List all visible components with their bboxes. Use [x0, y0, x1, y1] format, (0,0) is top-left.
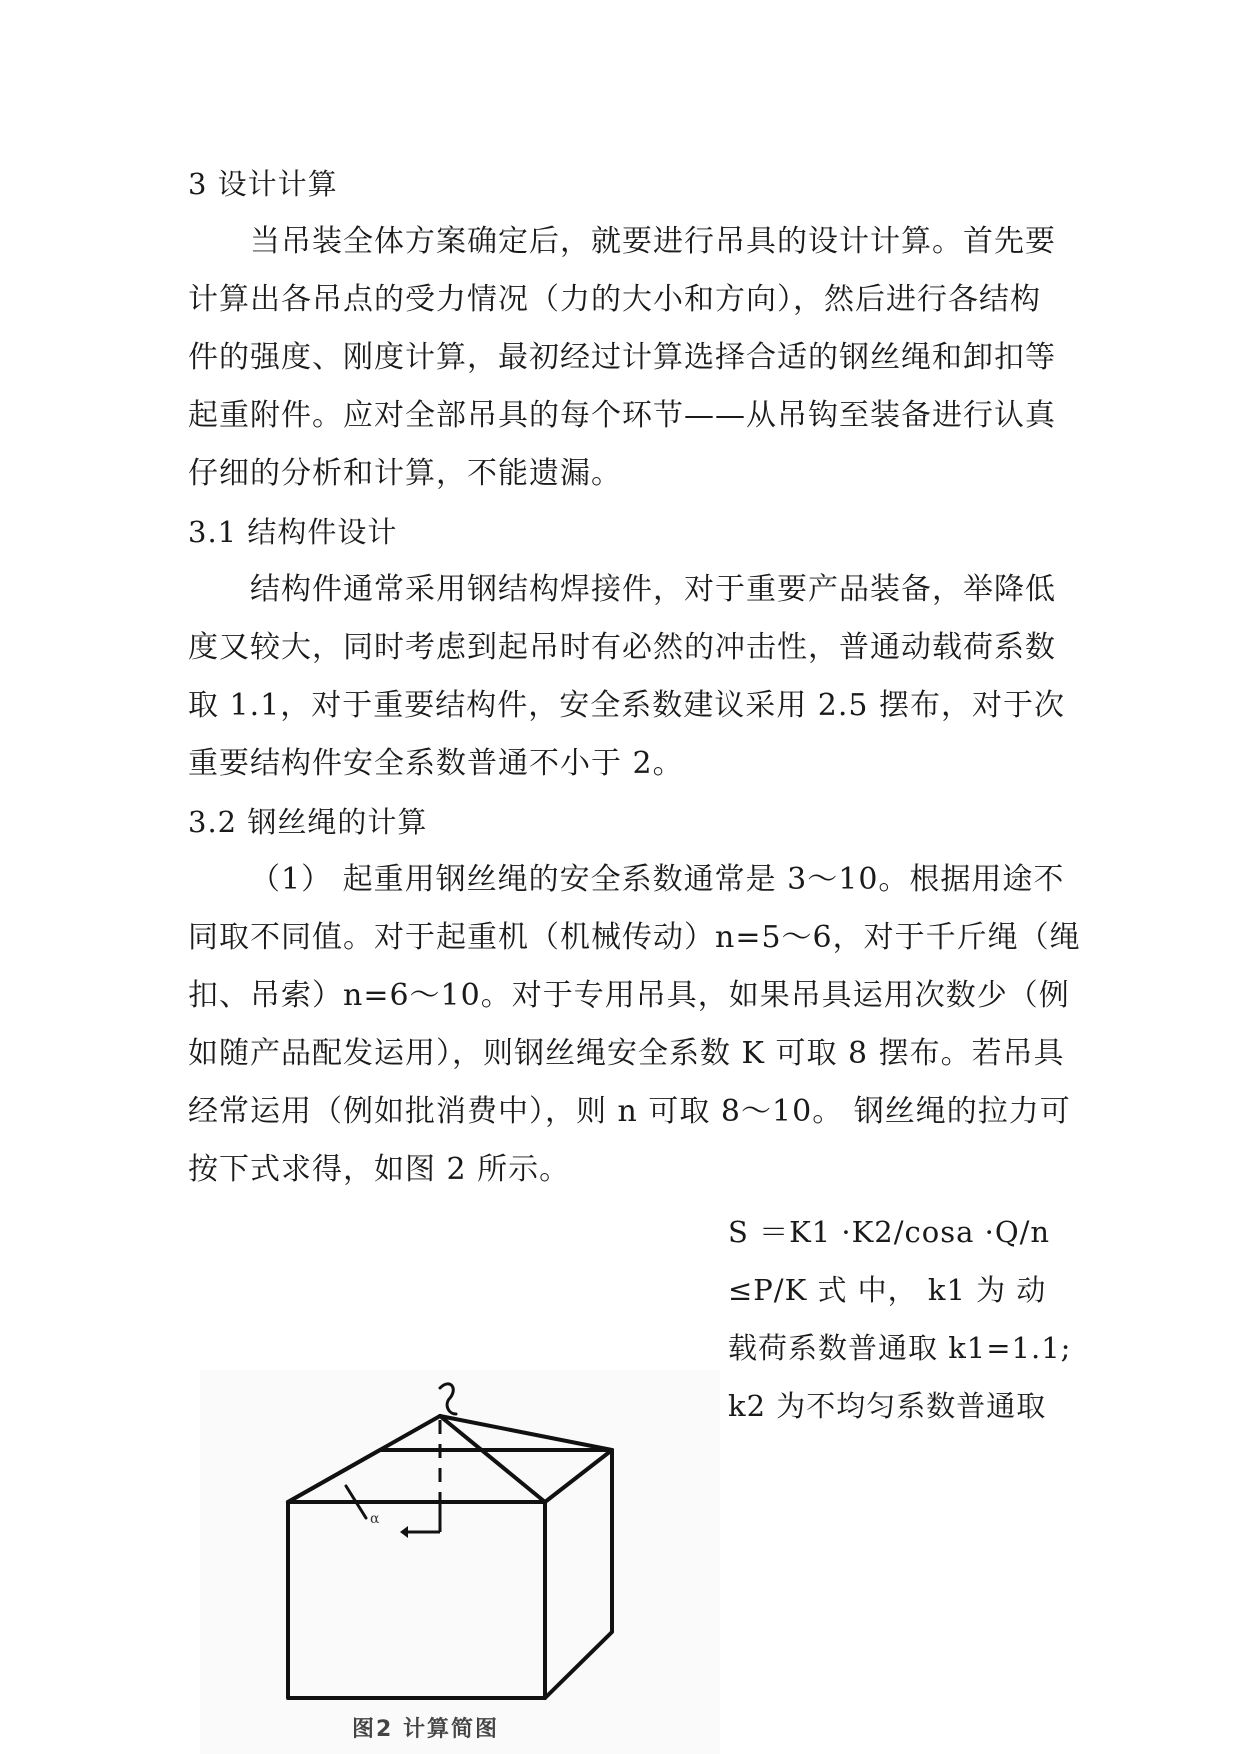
paragraph-3-line-5: 经常运用（例如批消费中），则 n 可取 8～10。 钢丝绳的拉力可	[188, 1094, 1071, 1129]
formula-line-1: S ＝K1 ·K2/cosa ·Q/n	[728, 1215, 1051, 1249]
formula-line-2: ≤P/K 式 中， k1 为 动	[728, 1273, 1047, 1307]
paragraph-2-line-4: 重要结构件安全系数普通不小于 2。	[188, 746, 684, 781]
sling-back-right	[440, 1416, 612, 1450]
paragraph-3-line-3: 扣、吊索）n=6～10。对于专用吊具，如果吊具运用次数少（例	[188, 978, 1070, 1013]
hook-shape	[440, 1384, 456, 1414]
figure-caption: 图2 计算简图	[352, 1717, 499, 1742]
paragraph-2-line-3: 取 1.1，对于重要结构件，安全系数建议采用 2.5 摆布，对于次	[188, 688, 1066, 723]
paragraph-3-line-4: 如随产品配发运用），则钢丝绳安全系数 K 可取 8 摆布。若吊具	[188, 1036, 1065, 1071]
formula-line-3: 载荷系数普通取 k1=1.1;	[728, 1331, 1072, 1365]
sling-back-left	[380, 1416, 440, 1450]
paragraph-2-line-1: 结构件通常采用钢结构焊接件，对于重要产品装备，举降低	[250, 572, 1056, 607]
paragraph-3-line-6: 按下式求得，如图 2 所示。	[188, 1152, 571, 1187]
lifting-diagram-svg	[200, 1370, 720, 1754]
section-heading-3: 3 设计计算	[188, 167, 338, 201]
paragraph-3-line-1: （1） 起重用钢丝绳的安全系数通常是 3～10。根据用途不	[250, 862, 1065, 897]
formula-line-4: k2 为不均匀系数普通取	[728, 1389, 1047, 1423]
box-right-face	[545, 1450, 612, 1698]
sling-front-right	[440, 1416, 545, 1502]
calculation-diagram	[200, 1370, 720, 1754]
paragraph-3-line-2: 同取不同值。对于起重机（机械传动）n=5～6，对于千斤绳（绳	[188, 920, 1081, 955]
paragraph-1-line-1: 当吊装全体方案确定后，就要进行吊具的设计计算。首先要	[250, 224, 1056, 259]
paragraph-1-line-3: 件的强度、刚度计算，最初经过计算选择合适的钢丝绳和卸扣等	[188, 340, 1056, 375]
section-heading-3-2: 3.2 钢丝绳的计算	[188, 805, 428, 839]
paragraph-2-line-2: 度又较大，同时考虑到起吊时有必然的冲击性，普通动载荷系数	[188, 630, 1056, 665]
paragraph-1-line-2: 计算出各吊点的受力情况（力的大小和方向），然后进行各结构	[188, 282, 1041, 317]
section-heading-3-1: 3.1 结构件设计	[188, 515, 398, 549]
paragraph-1-line-5: 仔细的分析和计算，不能遗漏。	[188, 456, 622, 491]
angle-arrow-head	[400, 1526, 408, 1538]
paragraph-1-line-4: 起重附件。应对全部吊具的每个环节——从吊钩至装备进行认真	[188, 398, 1056, 433]
angle-label: α	[370, 1511, 380, 1527]
